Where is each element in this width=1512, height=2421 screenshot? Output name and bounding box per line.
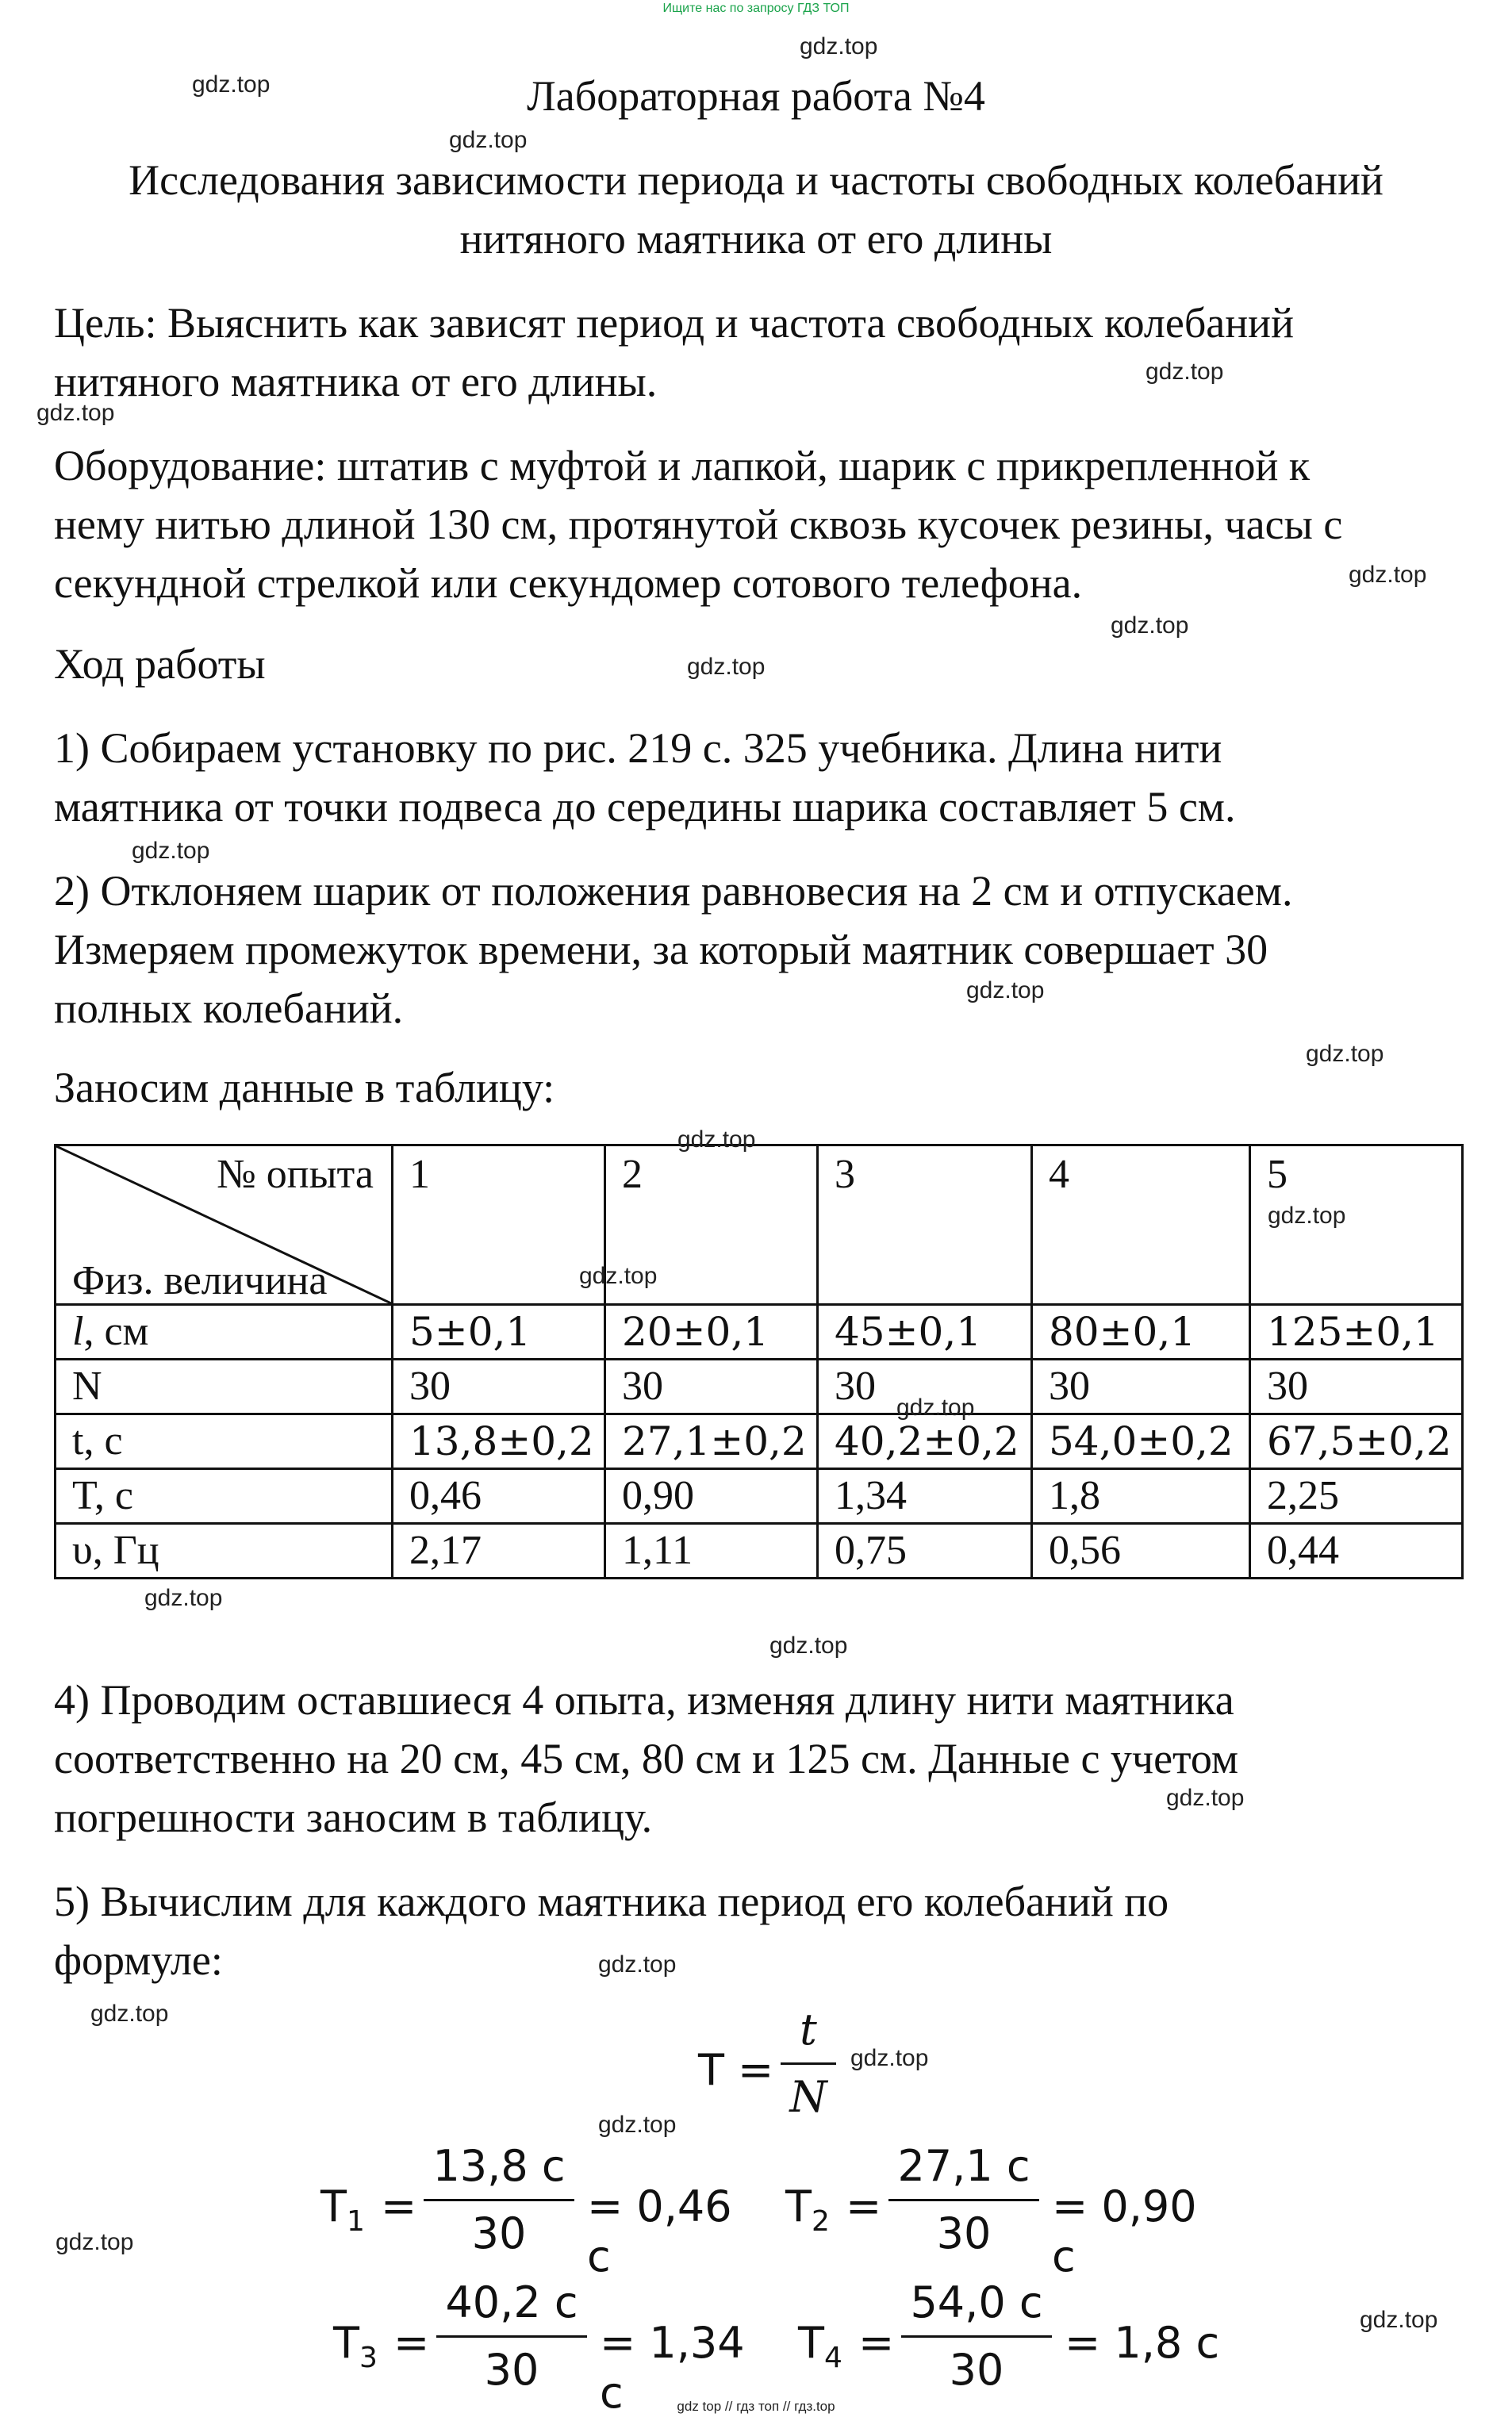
table-cell: 0,75 — [818, 1524, 1032, 1579]
calc-denominator: 30 — [471, 2208, 527, 2258]
table-cell: 67,5±0,2 — [1250, 1414, 1463, 1469]
watermark: gdz.top — [449, 127, 528, 153]
equals-sign: = — [858, 2318, 895, 2368]
page-title: Лабораторная работа №4 — [527, 72, 985, 120]
watermark-top-notice: Ищите нас по запросу ГДЗ ТОП — [662, 2, 850, 15]
equipment-line-2: нему нитью длиной 130 см, протянутой сквозь кусочек резины, часы с — [54, 501, 1343, 548]
experiment-header-cell: 1 — [393, 1145, 605, 1305]
length-symbol: l — [72, 1309, 84, 1354]
watermark: gdz.top — [598, 1951, 677, 1978]
equals-sign: = — [846, 2181, 882, 2231]
watermark-bottom: gdz top // гдз топ // гдз.top — [677, 2399, 835, 2414]
step-4-line-2: соответственно на 20 см, 45 см, 80 см и 125 см. Данные с учетом — [54, 1735, 1239, 1782]
watermark: gdz.top — [677, 1126, 756, 1153]
calc-denominator: 30 — [949, 2345, 1004, 2395]
watermark: gdz.top — [579, 1263, 658, 1289]
table-row — [56, 1524, 1463, 1579]
watermark: gdz.top — [90, 2001, 169, 2027]
watermark: gdz.top — [56, 2229, 134, 2255]
equals-sign: = — [393, 2318, 430, 2368]
calc-numerator: 40,2 с — [445, 2277, 578, 2327]
table-row — [56, 1414, 1463, 1469]
results-table — [54, 1144, 1464, 1579]
table-cell: 30 — [1250, 1360, 1463, 1414]
formula-lhs: T — [698, 2045, 724, 2095]
step-5-line-2: формуле: — [54, 1936, 223, 1984]
table-cell: 0,90 — [605, 1469, 818, 1524]
table-row — [56, 1360, 1463, 1414]
table-row — [56, 1469, 1463, 1524]
calc-lhs: $T_3$ — [333, 2318, 378, 2374]
table-cell: 30 — [1032, 1360, 1250, 1414]
watermark: gdz.top — [896, 1395, 975, 1421]
step-1-line-1: 1) Собираем установку по рис. 219 с. 325 учебника. Длина нити — [54, 724, 1222, 772]
equipment-line-3: секундной стрелкой или секундомер сотового телефона. — [54, 559, 1083, 607]
calc-denominator: 30 — [484, 2345, 539, 2395]
experiment-header-cell: 2 — [605, 1145, 818, 1305]
step-1-line-2: маятника от точки подвеса до середины шарика составляет 5 см. — [54, 783, 1236, 831]
table-cell: 0,46 — [393, 1469, 605, 1524]
experiment-header-cell: 4 — [1032, 1145, 1250, 1305]
watermark: gdz.top — [132, 838, 210, 864]
watermark: gdz.top — [598, 2112, 677, 2138]
calc-result: = 0,46 с — [587, 2181, 732, 2281]
fraction-bar — [436, 2335, 587, 2338]
table-cell: 2,17 — [393, 1524, 605, 1579]
table-cell: 1,8 — [1032, 1469, 1250, 1524]
table-cell: 45±0,1 — [818, 1305, 1032, 1360]
length-unit: , см — [83, 1309, 149, 1354]
table-cell: 125±0,1 — [1250, 1305, 1463, 1360]
table-cell: 20±0,1 — [605, 1305, 818, 1360]
fraction-bar — [901, 2335, 1052, 2338]
watermark: gdz.top — [144, 1585, 223, 1611]
goal-line-1: Цель: Выяснить как зависят период и частота свободных колебаний — [54, 299, 1294, 347]
calc-lhs: $T_4$ — [798, 2318, 842, 2374]
experiment-number-label: № опыта — [217, 1152, 374, 1197]
table-cell: 30 — [393, 1360, 605, 1414]
period-calc-1 — [320, 2137, 749, 2281]
goal-line-2: нитяного маятника от его длины. — [54, 358, 658, 405]
step-2-line-1: 2) Отклоняем шарик от положения равновесия на 2 см и отпускаем. — [54, 867, 1293, 915]
table-corner-cell — [56, 1145, 393, 1305]
calc-lhs: $T_1$ — [320, 2181, 365, 2238]
watermark: gdz.top — [192, 71, 271, 98]
watermark: gdz.top — [1146, 359, 1224, 385]
table-cell: 0,44 — [1250, 1524, 1463, 1579]
table-cell: 13,8±0,2 — [393, 1414, 605, 1469]
table-cell: 80±0,1 — [1032, 1305, 1250, 1360]
calc-result: = 1,34 с — [600, 2318, 745, 2418]
calc-lhs: $T_2$ — [785, 2181, 830, 2238]
subtitle-line-1: Исследования зависимости периода и частоты свободных колебаний — [129, 156, 1383, 204]
calc-numerator: 54,0 с — [910, 2277, 1043, 2327]
period-calc-4 — [798, 2273, 1226, 2408]
period-formula — [698, 2001, 857, 2135]
calc-numerator: 27,1 с — [897, 2141, 1030, 2191]
calc-result: = 1,8 с — [1065, 2318, 1220, 2368]
watermark: gdz.top — [1268, 1203, 1346, 1229]
watermark: gdz.top — [1166, 1785, 1245, 1811]
row-label-period: T, с — [56, 1469, 393, 1524]
calc-result: = 0,90 с — [1052, 2181, 1197, 2281]
step-2-line-2: Измеряем промежуток времени, за который маятник совершает 30 — [54, 926, 1268, 973]
period-calc-2 — [785, 2137, 1230, 2281]
experiment-header-cell: 5 — [1250, 1145, 1463, 1305]
table-cell: 0,56 — [1032, 1524, 1250, 1579]
row-label-frequency: υ, Гц — [56, 1524, 393, 1579]
table-cell: 30 — [605, 1360, 818, 1414]
table-cell: 27,1±0,2 — [605, 1414, 818, 1469]
formula-numerator: t — [800, 2005, 817, 2055]
watermark: gdz.top — [1349, 562, 1427, 588]
equals-sign: = — [738, 2045, 774, 2095]
watermark: gdz.top — [1360, 2307, 1438, 2333]
step-5-line-1: 5) Вычислим для каждого маятника период его колебаний по — [54, 1878, 1169, 1925]
calc-numerator: 13,8 с — [432, 2141, 566, 2191]
table-cell: 30 — [818, 1360, 1032, 1414]
watermark: gdz.top — [36, 400, 115, 426]
watermark: gdz.top — [966, 977, 1045, 1003]
formula-denominator: N — [789, 2072, 827, 2122]
procedure-heading: Ход работы — [54, 640, 266, 688]
subtitle-line-2: нитяного маятника от его длины — [459, 215, 1053, 263]
fraction-bar — [424, 2199, 574, 2201]
calc-denominator: 30 — [936, 2208, 992, 2258]
table-intro: Заносим данные в таблицу: — [54, 1064, 555, 1111]
table-cell: 1,34 — [818, 1469, 1032, 1524]
fraction-bar — [781, 2062, 836, 2065]
watermark: gdz.top — [769, 1633, 848, 1659]
table-row — [56, 1305, 1463, 1360]
step-4-line-3: погрешности заносим в таблицу. — [54, 1794, 653, 1841]
row-label-count: N — [56, 1360, 393, 1414]
experiment-header-cell: 3 — [818, 1145, 1032, 1305]
watermark: gdz.top — [1306, 1041, 1384, 1067]
watermark: gdz.top — [687, 654, 766, 680]
row-label-time: t, с — [56, 1414, 393, 1469]
table-header-row — [56, 1145, 1463, 1305]
fraction-bar — [888, 2199, 1039, 2201]
table-cell: 1,11 — [605, 1524, 818, 1579]
equals-sign: = — [381, 2181, 417, 2231]
equipment-line-1: Оборудование: штатив с муфтой и лапкой, шарик с прикрепленной к — [54, 442, 1311, 489]
row-label-length — [56, 1305, 393, 1360]
table-cell: 2,25 — [1250, 1469, 1463, 1524]
physical-quantity-label: Физ. величина — [72, 1258, 328, 1303]
table-cell: 54,0±0,2 — [1032, 1414, 1250, 1469]
watermark: gdz.top — [800, 33, 878, 59]
table-cell: 40,2±0,2 — [818, 1414, 1032, 1469]
watermark: gdz.top — [1111, 612, 1189, 639]
watermark: gdz.top — [850, 2045, 929, 2071]
step-2-line-3: полных колебаний. — [54, 984, 404, 1032]
step-4-line-1: 4) Проводим оставшиеся 4 опыта, изменяя длину нити маятника — [54, 1676, 1234, 1724]
table-cell: 5±0,1 — [393, 1305, 605, 1360]
